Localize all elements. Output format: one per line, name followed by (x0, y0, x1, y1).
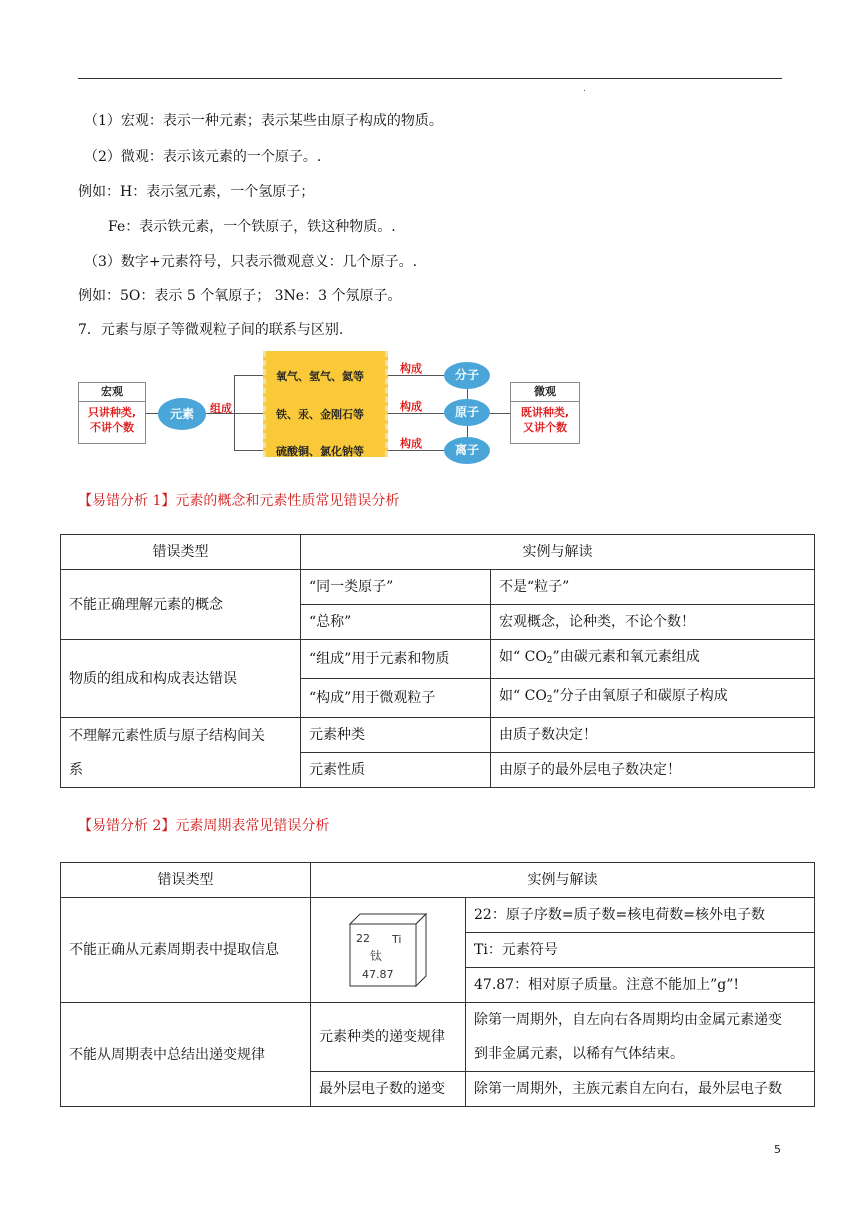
connector-line (234, 413, 264, 414)
explanation-line1: 除第一周期外，自左向右各周期均由金属元素递变 (474, 1012, 782, 1028)
header-rule (78, 78, 782, 79)
micro-box-title: 微观 (511, 383, 579, 402)
constitute-label: 构成 (400, 437, 422, 450)
error-type-line2: 系 (69, 761, 83, 778)
constitute-label: 构成 (400, 362, 422, 375)
header-example: 实例与解读 (301, 535, 815, 570)
macro-box-title: 宏观 (79, 383, 145, 402)
explanation-cell: 不是“粒子” (491, 570, 815, 605)
text-line-macro: （1）宏观：表示一种元素；表示某些由原子构成的物质。 (84, 113, 443, 129)
explanation-text: ”分子由氧原子和碳原子构成 (552, 688, 728, 704)
examples-panel (263, 351, 388, 457)
explanation-cell (466, 1003, 815, 1072)
table-row (61, 1003, 815, 1072)
table-header-row (61, 535, 815, 570)
explanation-text: ”由碳元素和氧元素组成 (552, 649, 700, 665)
subscript: 2 (546, 695, 553, 705)
element-name: 钛 (370, 949, 383, 963)
compose-label: 组成 (210, 402, 232, 415)
page-number: 5 (774, 1143, 781, 1156)
macro-box-body-line2: 不讲个数 (90, 421, 134, 434)
section-title-1: 【易错分析 1】元素的概念和元素性质常见错误分析 (78, 493, 400, 509)
error-type-cell: 物质的组成和构成表达错误 (61, 640, 301, 718)
example-cell: “总称” (301, 605, 491, 640)
explanation-cell (491, 640, 815, 679)
error-type-cell (61, 718, 301, 788)
micro-box-body-line2: 又讲个数 (523, 421, 567, 434)
header-error-type: 错误类型 (61, 535, 301, 570)
connector-line (490, 413, 510, 414)
example-ionic: 硫酸铜、氯化钠等 (276, 445, 364, 458)
micro-box-body-line1: 既讲种类, (520, 406, 570, 419)
example-cell: 最外层电子数的递变 (311, 1072, 466, 1107)
explanation-text: 如“ CO (499, 688, 547, 704)
element-symbol: Ti (392, 933, 402, 946)
explanation-cell: 由原子的最外层电子数决定！ (491, 753, 815, 788)
example-cell: “组成”用于元素和物质 (301, 640, 491, 679)
error-table-1 (60, 534, 815, 788)
table-row (61, 640, 815, 679)
error-type-line1: 不理解元素性质与原子结构间关 (69, 727, 265, 744)
explanation-cell: 22：原子序数=质子数=核电荷数=核外电子数 (466, 898, 815, 933)
table-header-row (61, 863, 815, 898)
macro-box-body (79, 402, 145, 435)
example-cell: “构成”用于微观粒子 (301, 679, 491, 718)
header-error-type: 错误类型 (61, 863, 311, 898)
text-line-section-7: 7．元素与原子等微观粒子间的联系与区别. (78, 322, 344, 338)
atom-ellipse: 原子 (444, 399, 490, 426)
periodic-table-cell (348, 912, 428, 988)
explanation-cell: 宏观概念，论种类，不论个数！ (491, 605, 815, 640)
example-cell: 元素种类 (301, 718, 491, 753)
atomic-mass: 47.87 (362, 968, 394, 981)
micro-box-body (511, 402, 579, 435)
subscript: 2 (546, 656, 553, 666)
error-type-cell: 不能正确从元素周期表中提取信息 (61, 898, 311, 1003)
example-cell: “同一类原子” (301, 570, 491, 605)
example-cell: 元素种类的递变规律 (311, 1003, 466, 1072)
explanation-cell: 47.87：相对原子质量。注意不能加上”g”! (466, 968, 815, 1003)
element-particle-diagram (76, 348, 586, 458)
constitute-label: 构成 (400, 400, 422, 413)
macro-box (78, 382, 146, 444)
text-line-example-h: 例如：H：表示氢元素，一个氢原子； (78, 184, 315, 200)
molecule-ellipse: 分子 (444, 362, 490, 389)
ion-ellipse: 离子 (444, 437, 490, 464)
section-title-2: 【易错分析 2】元素周期表常见错误分析 (78, 818, 330, 834)
example-cell: 元素性质 (301, 753, 491, 788)
explanation-text: 如“ CO (499, 649, 547, 665)
error-type-cell: 不能从周期表中总结出递变规律 (61, 1003, 311, 1107)
error-type-cell: 不能正确理解元素的概念 (61, 570, 301, 640)
element-box-icon (348, 912, 428, 988)
macro-box-body-line1: 只讲种类, (87, 406, 137, 419)
explanation-cell (491, 679, 815, 718)
table-row (61, 898, 815, 933)
element-ellipse: 元素 (158, 398, 206, 430)
text-line-example-fe: Fe：表示铁元素，一个铁原子，铁这种物质。. (108, 219, 396, 235)
error-table-2 (60, 862, 815, 1107)
explanation-line2: 到非金属元素，以稀有气体结束。 (474, 1046, 684, 1062)
text-line-number-symbol: （3）数字+元素符号，只表示微观意义：几个原子。. (84, 254, 418, 270)
micro-box (510, 382, 580, 444)
header-example: 实例与解读 (311, 863, 815, 898)
connector-line (146, 413, 158, 414)
explanation-cell: 除第一周期外，主族元素自左向右，最外层电子数 (466, 1072, 815, 1107)
explanation-cell: 由质子数决定！ (491, 718, 815, 753)
header-mark: . (583, 84, 586, 94)
connector-line (234, 450, 264, 451)
explanation-cell: Ti：元素符号 (466, 933, 815, 968)
atomic-number: 22 (356, 932, 370, 945)
example-atomic: 铁、汞、金刚石等 (276, 408, 364, 421)
table-row (61, 718, 815, 753)
text-line-example-5o: 例如：5O：表示 5 个氧原子； 3Ne：3 个氖原子。 (78, 288, 402, 304)
text-line-micro: （2）微观：表示该元素的一个原子。. (84, 149, 322, 165)
element-cell-image (311, 898, 466, 1003)
connector-line (234, 375, 264, 376)
table-row (61, 570, 815, 605)
example-molecular: 氧气、氢气、氦等 (276, 370, 364, 383)
